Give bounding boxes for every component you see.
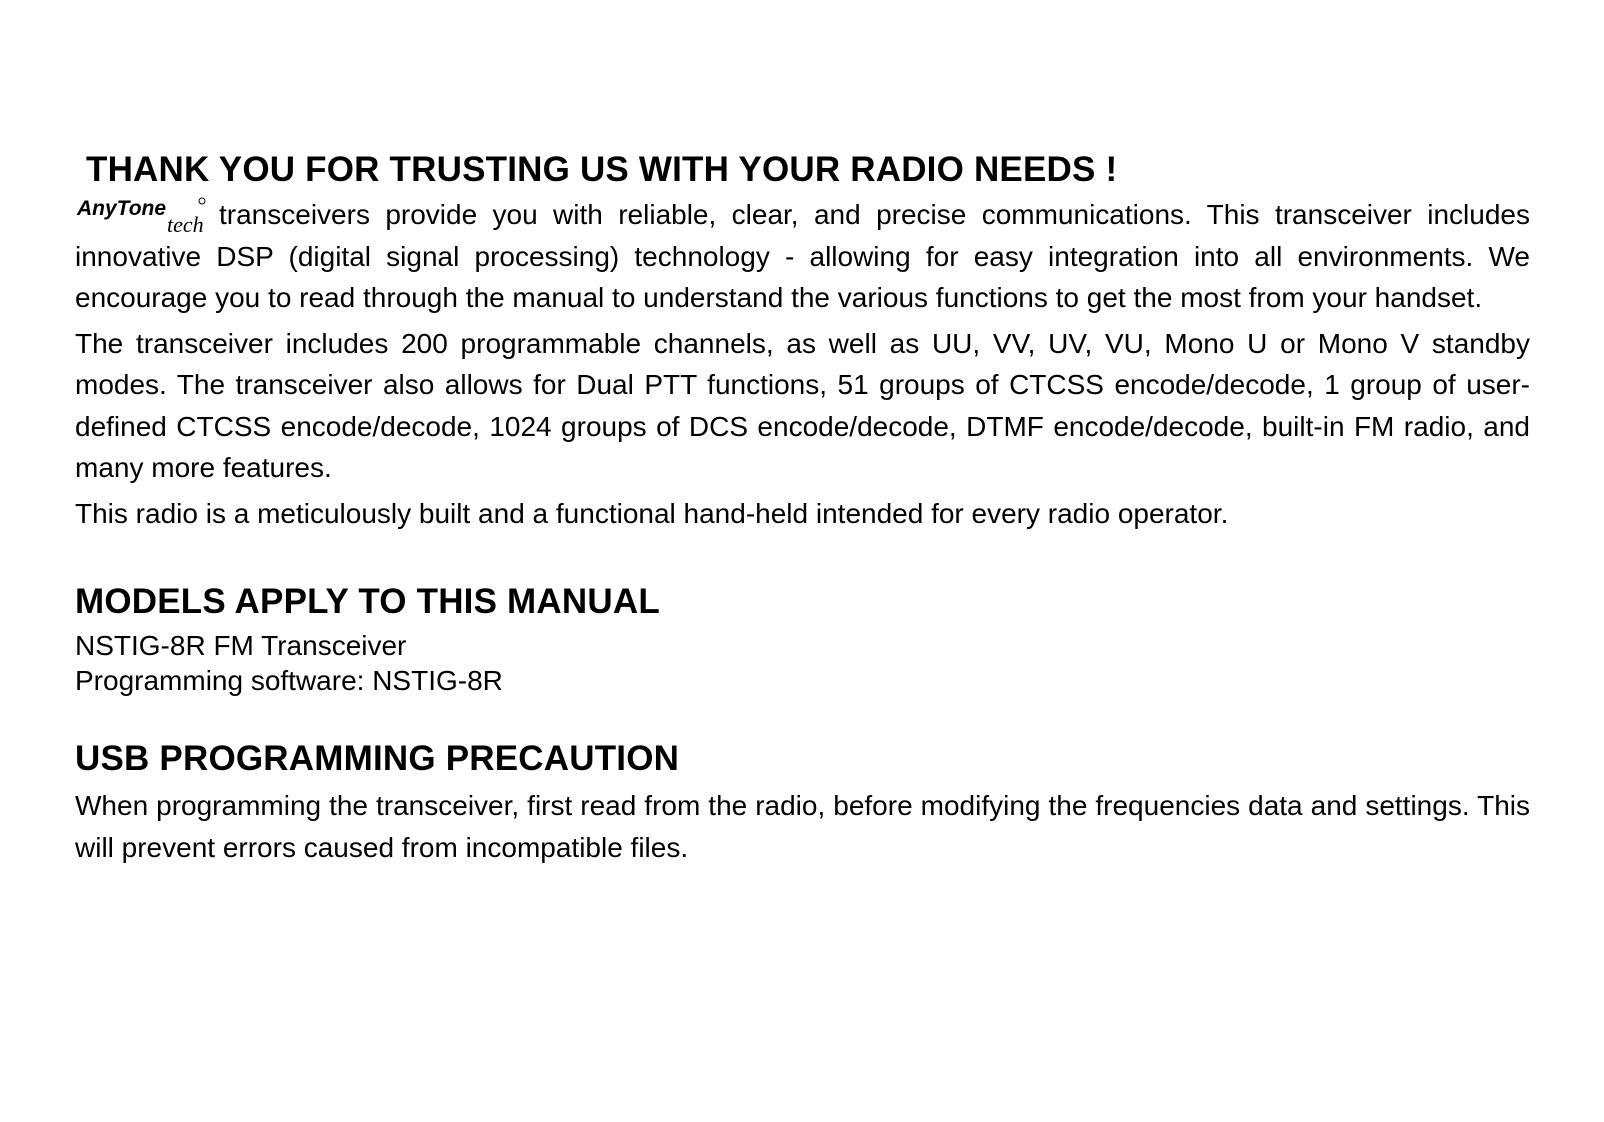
usb-section [75,737,1530,868]
intro-paragraph-2: The transceiver includes 200 programmable channels, as well as UU, VV, UV, VU, Mono U or Mono V standby modes. The transceiver also allows for Dual PTT functions, 51 groups of CTCSS encode/decode, 1 group of user-defined CTCSS encode/decode, 1024 groups of DCS encode/decode, DTMF encode/decode, built-in FM radio, and many more features. [75,327,1530,483]
intro-paragraph-1-text: transceivers provide you with reliable, clear, and precise communications. This transceiver includes innovative DSP (digital signal processing) technology - allowing for easy integration into all environments. We encourage you to read through the manual to understand the various functions to get the most from your handset. [75,199,1530,313]
anytone-logo [75,196,213,236]
usb-heading: USB PROGRAMMING PRECAUTION [75,739,680,778]
manual-page [75,148,1530,868]
models-line-2: Programming software: NSTIG-8R [75,665,503,696]
intro-heading: THANK YOU FOR TRUSTING US WITH YOUR RADIO NEEDS ! [86,150,1118,189]
usb-paragraph: When programming the transceiver, first read from the radio, before modifying the frequencies data and settings. This will prevent errors caused from incompatible files. [75,790,1530,863]
models-line-1: NSTIG-8R FM Transceiver [75,630,407,661]
logo-sub-text: tech [167,212,204,236]
models-section [75,580,1530,698]
intro-paragraph-3: This radio is a meticulously built and a functional hand-held intended for every radio operator. [75,497,1229,529]
logo-brand-text: AnyTone [77,197,167,220]
intro-paragraph-1 [75,194,1530,319]
models-heading: MODELS APPLY TO THIS MANUAL [75,582,660,621]
